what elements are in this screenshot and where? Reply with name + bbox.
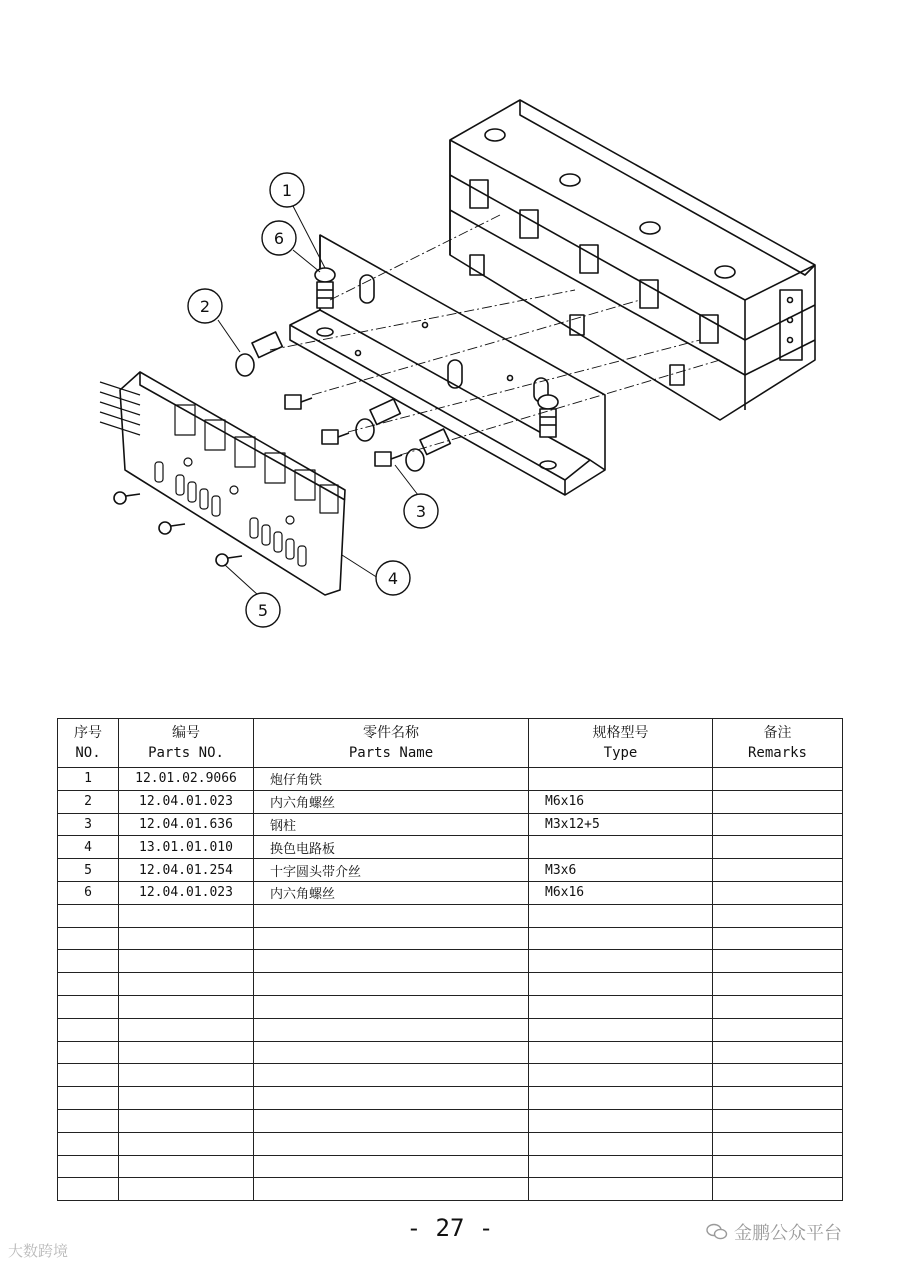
parts-table [57,718,843,1201]
cell-empty [713,1178,843,1201]
table-row [58,813,843,836]
table-row-empty [58,950,843,973]
header-en: Type [603,745,638,761]
cell-remarks [713,790,843,813]
cell-empty [529,1041,713,1064]
table-header-row [58,719,843,768]
cell-empty [529,1178,713,1201]
cell-empty [58,927,119,950]
hex-screw-2 [236,332,282,376]
cell-empty [713,950,843,973]
cell-empty [254,1155,529,1178]
cell-type: M6x16 [529,790,713,813]
cell-name: 内六角螺丝 [254,790,529,813]
header-zh: 零件名称 [363,725,419,741]
table-row-empty [58,995,843,1018]
cell-empty [713,973,843,996]
callout-label: 3 [415,502,427,521]
cell-empty [713,1132,843,1155]
cell-empty [119,1064,254,1087]
cell-no: 2 [58,790,119,813]
cell-type: M3x12+5 [529,813,713,836]
cell-remarks [713,836,843,859]
table-row-empty [58,1178,843,1201]
cell-empty [254,1132,529,1155]
header-parts-name [254,719,529,768]
hex-screw-right [538,395,558,437]
cell-empty [529,995,713,1018]
cell-empty [119,995,254,1018]
cell-empty [58,1041,119,1064]
cell-empty [119,927,254,950]
cell-empty [58,1087,119,1110]
callout-balloon-1 [270,173,304,207]
cell-empty [254,927,529,950]
cell-empty [254,950,529,973]
cell-empty [254,1041,529,1064]
table-row-empty [58,973,843,996]
watermark-right [706,1219,842,1245]
cell-empty [713,1064,843,1087]
cell-empty [119,1155,254,1178]
cell-parts-no: 13.01.01.010 [119,836,254,859]
table-row-empty [58,1087,843,1110]
cell-name: 内六角螺丝 [254,881,529,904]
cell-empty [254,1109,529,1132]
callout-label: 5 [257,601,269,620]
hex-screw-a [356,399,400,441]
table-row-empty [58,904,843,927]
cell-empty [713,1041,843,1064]
cell-parts-no: 12.04.01.023 [119,790,254,813]
cell-empty [119,1041,254,1064]
cell-empty [58,1155,119,1178]
pillar-c [375,452,402,466]
cell-empty [58,973,119,996]
hex-screw-3 [406,429,450,471]
callout-label: 4 [387,569,399,588]
cell-no: 6 [58,881,119,904]
header-zh: 备注 [763,725,792,741]
callout-balloon-3 [404,494,438,528]
header-en: Parts Name [348,745,434,761]
cell-empty [58,1178,119,1201]
callout-balloon-2 [188,289,222,323]
callout-label: 6 [273,229,285,248]
cell-empty [529,927,713,950]
cell-empty [529,1087,713,1110]
cell-empty [529,1109,713,1132]
cell-remarks [713,813,843,836]
cell-empty [119,1132,254,1155]
cell-empty [713,1018,843,1041]
table-row [58,859,843,882]
header-no [58,719,119,768]
cell-remarks [713,881,843,904]
watermark-right-text: 金鹏公众平台 [734,1223,842,1244]
callout-label: 1 [281,181,293,200]
table-row-empty [58,1155,843,1178]
cell-empty [58,1132,119,1155]
watermark-left [8,1240,68,1261]
cell-remarks [713,859,843,882]
header-zh: 规格型号 [592,725,649,741]
header-zh: 序号 [74,725,102,741]
cell-empty [529,1018,713,1041]
pillar-a [285,395,312,409]
cell-empty [713,1155,843,1178]
cell-no: 3 [58,813,119,836]
table-row-empty [58,927,843,950]
cell-empty [119,1109,254,1132]
cell-empty [58,995,119,1018]
cell-name: 炮仔角铁 [254,768,529,791]
header-remarks [713,719,843,768]
cell-empty [713,1109,843,1132]
table-row-empty [58,1064,843,1087]
cell-no: 1 [58,768,119,791]
cell-empty [254,1064,529,1087]
header-type [529,719,713,768]
cell-empty [119,1018,254,1041]
cell-empty [529,1155,713,1178]
cell-no: 4 [58,836,119,859]
header-parts-no [119,719,254,768]
hex-screw-6 [315,268,335,308]
cell-empty [58,1109,119,1132]
cell-empty [254,973,529,996]
cell-empty [529,1132,713,1155]
cell-empty [58,950,119,973]
cell-name: 换色电路板 [254,836,529,859]
cell-parts-no: 12.04.01.254 [119,859,254,882]
page-number: - 27 - [406,1214,494,1242]
table-row [58,790,843,813]
header-zh: 编号 [172,725,200,741]
callout-balloon-5 [246,593,280,627]
table-row-empty [58,1132,843,1155]
cell-empty [58,1064,119,1087]
cell-empty [713,927,843,950]
cell-empty [119,950,254,973]
cell-type: M6x16 [529,881,713,904]
cell-empty [713,995,843,1018]
cell-name: 十字圆头带介丝 [254,859,529,882]
cell-empty [119,1087,254,1110]
cell-type: M3x6 [529,859,713,882]
cell-type [529,768,713,791]
cell-empty [254,1087,529,1110]
cell-empty [58,1018,119,1041]
cell-no: 5 [58,859,119,882]
cell-name: 钢柱 [254,813,529,836]
cell-empty [119,1178,254,1201]
cell-empty [529,1064,713,1087]
cell-empty [254,1018,529,1041]
phillips-screw-a [114,492,140,504]
callout-balloon-6 [262,221,296,255]
pillar-b [322,430,349,444]
cell-parts-no: 12.04.01.023 [119,881,254,904]
phillips-screw-b [159,522,185,534]
cell-empty [58,904,119,927]
header-en: NO. [75,745,101,761]
header-en: Remarks [747,745,807,761]
table-row-empty [58,1018,843,1041]
cell-parts-no: 12.01.02.9066 [119,768,254,791]
cell-empty [119,904,254,927]
cell-empty [254,995,529,1018]
table-row [58,836,843,859]
header-en: Parts NO. [148,745,224,761]
cell-empty [254,904,529,927]
cell-empty [529,904,713,927]
watermark-left-text: 大数跨境 [8,1242,69,1260]
callout-balloon-4 [376,561,410,595]
table-row [58,881,843,904]
callout-label: 2 [199,297,211,316]
cell-type [529,836,713,859]
table-row-empty [58,1041,843,1064]
cell-parts-no: 12.04.01.636 [119,813,254,836]
phillips-screw-c [216,554,242,566]
cell-empty [713,1087,843,1110]
cell-empty [254,1178,529,1201]
cell-remarks [713,768,843,791]
cell-empty [529,950,713,973]
cell-empty [713,904,843,927]
wechat-icon [706,1223,728,1241]
table-row-empty [58,1109,843,1132]
cell-empty [119,973,254,996]
table-row [58,768,843,791]
cell-empty [529,973,713,996]
